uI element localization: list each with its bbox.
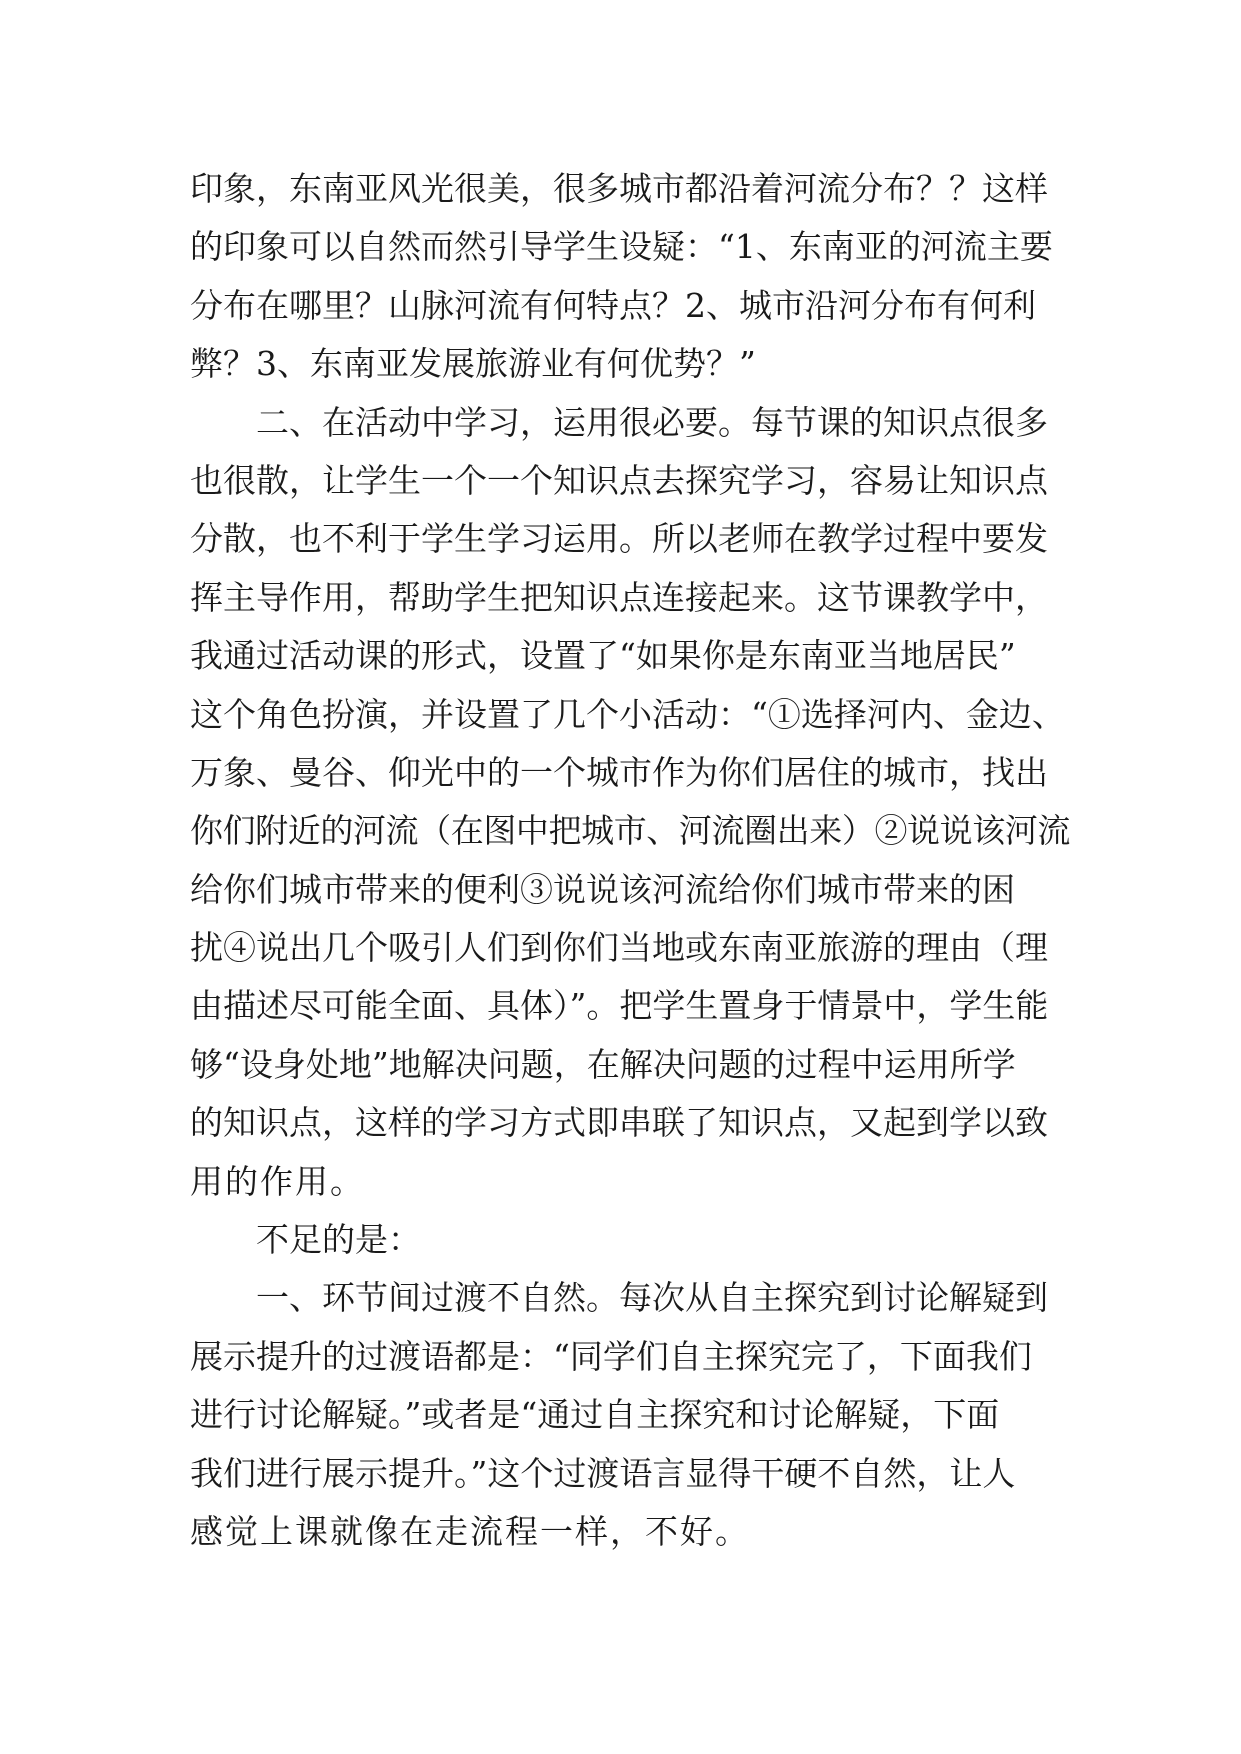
text-line: 展示提升的过渡语都是：“同学们自主探究完了，下面我们 — [190, 1336, 1032, 1376]
text-line: 用的作用。 — [190, 1161, 365, 1201]
text-line: 不足的是： — [256, 1220, 421, 1260]
text-line: 感觉上课就像在走流程一样，不好。 — [190, 1511, 750, 1551]
text-line: 一、环节间过渡不自然。每次从自主探究到讨论解疑到 — [256, 1278, 1048, 1318]
text-line: 弊？3、东南亚发展旅游业有何优势？” — [190, 344, 756, 384]
text-line: 这个角色扮演，并设置了几个小活动：“①选择河内、金边、 — [190, 694, 1065, 734]
text-line: 的印象可以自然而然引导学生设疑：“1、东南亚的河流主要 — [190, 227, 1053, 267]
text-line: 够“设身处地”地解决问题，在解决问题的过程中运用所学 — [190, 1044, 1016, 1084]
text-line: 由描述尽可能全面、具体）”。把学生置身于情景中，学生能 — [190, 986, 1049, 1026]
text-line: 你们附近的河流（在图中把城市、河流圈出来）②说说该河流 — [190, 811, 1071, 851]
text-line: 分布在哪里？山脉河流有何特点？2、城市沿河分布有何利 — [190, 285, 1036, 325]
text-line: 分散，也不利于学生学习运用。所以老师在教学过程中要发 — [190, 519, 1048, 559]
text-line: 我们进行展示提升。”这个过渡语言显得干硬不自然，让人 — [190, 1453, 1016, 1493]
text-line: 的知识点，这样的学习方式即串联了知识点，又起到学以致 — [190, 1103, 1048, 1143]
text-line: 我通过活动课的形式，设置了“如果你是东南亚当地居民” — [190, 636, 1016, 676]
text-line: 给你们城市带来的便利③说说该河流给你们城市带来的困 — [190, 869, 1015, 909]
text-line: 扰④说出几个吸引人们到你们当地或东南亚旅游的理由（理 — [190, 928, 1048, 968]
text-line: 印象，东南亚风光很美，很多城市都沿着河流分布？？这样 — [190, 169, 1048, 208]
text-line: 二、在活动中学习，运用很必要。每节课的知识点很多 — [256, 402, 1048, 442]
text-line: 万象、曼谷、仰光中的一个城市作为你们居住的城市，找出 — [190, 752, 1048, 792]
text-line: 也很散，让学生一个一个知识点去探究学习，容易让知识点 — [190, 460, 1048, 500]
text-line: 进行讨论解疑。”或者是“通过自主探究和讨论解疑，下面 — [190, 1395, 1000, 1435]
text-line: 挥主导作用，帮助学生把知识点连接起来。这节课教学中， — [190, 577, 1048, 617]
body-text — [190, 160, 1070, 1561]
